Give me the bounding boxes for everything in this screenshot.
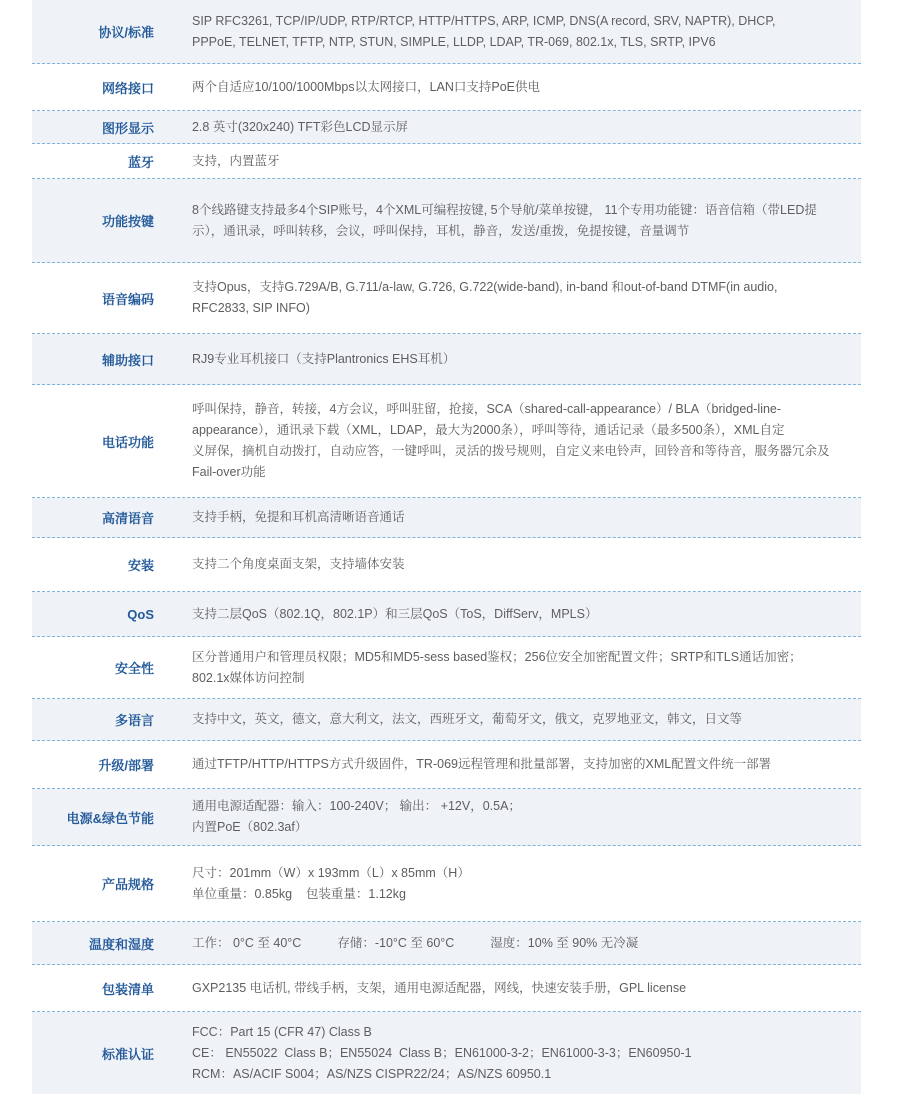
spec-line: RFC2833, SIP INFO) [192,301,310,315]
spec-line: 区分普通用户和管理员权限；MD5和MD5-sess based鉴权；256位安全加密配置文件；SRTP和TLS通话加密； [192,649,802,664]
spec-line: GXP2135 电话机, 带线手柄，支架，通用电源适配器，网线，快速安装手册，GPL license [192,980,687,995]
spec-row-codecs [32,263,861,334]
spec-line: 支持，内置蓝牙 [192,153,280,168]
spec-line: 通用电源适配器：输入：100-240V； 输出： +12V，0.5A； [192,799,521,813]
spec-line: 2.8 英寸(320x240) TFT彩色LCD显示屏 [192,119,409,134]
spec-line: RCM：AS/ACIF S004；AS/NZS CISPR22/24；AS/NZS 60950.1 [192,1066,552,1081]
spec-value [156,1022,861,1085]
spec-value [156,507,861,528]
spec-label: 辅助接口 [101,352,154,368]
spec-label: 蓝牙 [127,154,154,170]
spec-label: 图形显示 [101,120,154,136]
spec-label: 电话功能 [101,434,154,450]
spec-value [156,933,861,954]
spec-row-installation [32,538,861,592]
spec-line: 支持手柄，免提和耳机高清晰语音通话 [192,510,405,524]
spec-value [156,117,861,138]
spec-label: 安全性 [114,661,154,676]
spec-line: 呼叫保持，静音，转接，4方会议，呼叫驻留，抢接，SCA（shared-call-appearance）/ BLA（bridged-line- [192,402,782,416]
spec-row-certifications [32,1012,861,1094]
spec-line: 内置PoE（802.3af） [192,820,308,834]
spec-line: 支持Opus，支持G.729A/B, G.711/a-law, G.726, G.722(wide-band), in-band 和out-of-band DTMF(in audio, [192,280,778,294]
spec-label: 协议/标准 [98,25,154,40]
spec-line: 8个线路键支持最多4个SIP账号，4个XML可编程按键, 5个导航/菜单按键， 11个专用功能键：语音信箱（带LED提 [192,202,817,217]
spec-value [156,77,861,98]
spec-row-protocols [32,0,861,64]
spec-line [192,933,831,954]
spec-line: 支持二层QoS（802.1Q，802.1P）和三层QoS（ToS，DiffServ，MPLS） [192,606,598,621]
spec-line: 支持中文，英文，德文，意大利文，法文，西班牙文，葡萄牙文，俄文，克罗地亚文，韩文，日文等 [192,712,743,726]
spec-line: 802.1x媒体访问控制 [192,670,305,685]
spec-label: 安装 [127,558,154,573]
spec-value [156,863,861,905]
spec-row-hd-voice [32,498,861,538]
spec-line: appearance），通讯录下载（XML，LDAP，最大为2000条），呼叫等待，通话记录（最多500条），XML自定 [192,423,785,437]
spec-value [156,277,861,319]
spec-value [156,978,861,999]
spec-value [156,754,861,775]
spec-line: CE： EN55022 Class B；EN55024 Class B；EN61000-3-2；EN61000-3-3；EN60950-1 [192,1045,692,1060]
operating-temperature: 工作： 0°C 至 40°C [192,935,302,950]
spec-row-bluetooth [32,144,861,179]
spec-label: 高清语音 [101,511,154,526]
spec-value [156,796,861,838]
spec-line: PPPoE, TELNET, TFTP, NTP, STUN, SIMPLE, LLDP, LDAP, TR-069, 802.1x, TLS, SRTP, IPV6 [192,34,716,49]
spec-row-function-keys [32,179,861,263]
spec-row-environment [32,922,861,965]
humidity: 湿度：10% 至 90% 无冷凝 [490,935,639,950]
spec-row-aux-port [32,334,861,385]
spec-value [156,11,861,53]
spec-label: 标准认证 [101,1046,154,1062]
spec-line: 两个自适应10/100/1000Mbps以太网接口，LAN口支持PoE供电 [192,79,541,94]
spec-value [156,151,861,172]
spec-line: 通过TFTP/HTTP/HTTPS方式升级固件，TR-069远程管理和批量部署，支持加密的XML配置文件统一部署 [192,757,772,771]
spec-value [156,604,861,625]
spec-label: 温度和湿度 [88,936,154,952]
spec-line: 示），通讯录，呼叫转移，会议，呼叫保持，耳机，静音，发送/重拨，免提按键，音量调节 [192,223,690,238]
spec-row-phone-features [32,385,861,498]
storage-temperature: 存储：-10°C 至 60°C [337,935,455,950]
spec-label: 网络接口 [101,80,154,96]
spec-label: 产品规格 [101,877,154,892]
spec-row-network [32,64,861,111]
spec-value [156,349,861,370]
spec-value [156,647,861,689]
spec-line: FCC：Part 15 (CFR 47) Class B [192,1024,372,1039]
spec-line: 尺寸：201mm（W）x 193mm（L）x 85mm（H） [192,865,470,880]
spec-value [156,200,861,242]
spec-line: 支持二个角度桌面支架，支持墙体安装 [192,557,405,571]
spec-row-qos [32,592,861,637]
spec-label: 包装清单 [101,981,154,997]
spec-line: 义屏保，摘机自动拨打，自动应答，一键呼叫，灵活的拨号规则，自定义来电铃声，回铃音和等待音，服务器冗余及 [192,444,830,458]
spec-label: 多语言 [114,713,154,728]
spec-row-languages [32,699,861,741]
spec-row-dimensions [32,846,861,922]
spec-line: SIP RFC3261, TCP/IP/UDP, RTP/RTCP, HTTP/HTTPS, ARP, ICMP, DNS(A record, SRV, NAPTR), DHCP, [192,13,776,28]
spec-label: 功能按键 [101,214,154,229]
spec-row-upgrade [32,741,861,789]
spec-value [156,554,861,575]
spec-label: 升级/部署 [98,758,154,773]
spec-label: 语音编码 [101,291,154,307]
spec-line: RJ9专业耳机接口（支持Plantronics EHS耳机） [192,351,456,366]
spec-line: 单位重量：0.85kg 包装重量：1.12kg [192,886,406,901]
spec-line: Fail-over功能 [192,465,266,479]
spec-value [156,709,861,730]
spec-label: QoS [127,606,154,622]
spec-row-package-contents [32,965,861,1012]
spec-row-security [32,637,861,699]
spec-label: 电源&绿色节能 [66,810,154,826]
spec-row-power [32,789,861,846]
spec-table [32,0,861,1094]
spec-value [156,399,861,483]
spec-row-display [32,111,861,144]
